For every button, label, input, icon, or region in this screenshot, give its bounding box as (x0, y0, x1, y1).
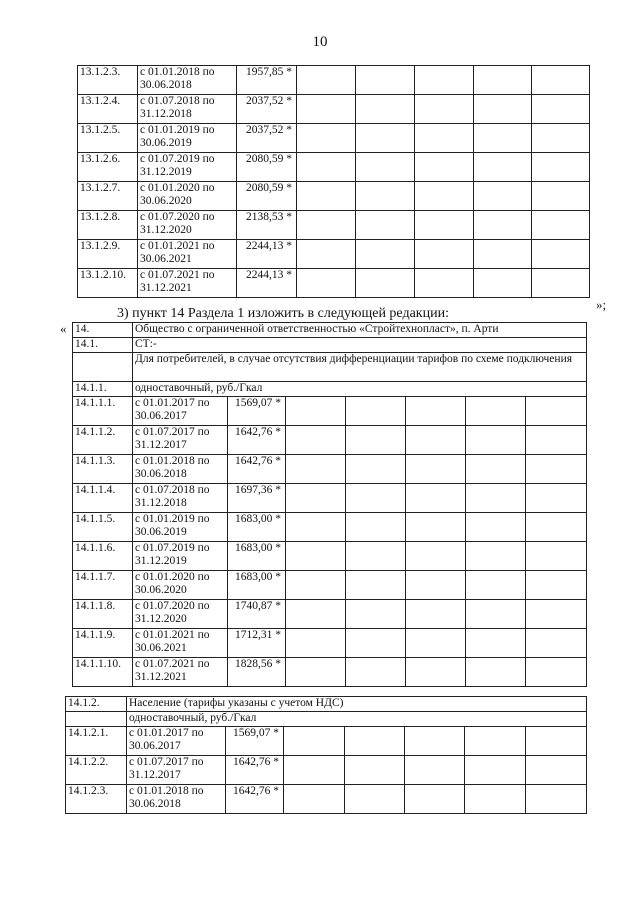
period-cell: с 01.07.2021 по 31.12.2021 (133, 658, 228, 687)
empty-cell (466, 426, 526, 455)
row-code: 14.1.2.1. (66, 727, 127, 756)
empty-cell (532, 153, 590, 182)
empty-cell (526, 513, 587, 542)
period-cell: с 01.07.2017 по 31.12.2017 (127, 756, 226, 785)
row-code: 14.1.2.3. (66, 785, 127, 814)
empty-cell (415, 211, 474, 240)
empty-cell (356, 95, 415, 124)
empty-cell (286, 397, 346, 426)
table-row (73, 397, 587, 426)
table-row (78, 182, 590, 211)
empty-cell (465, 785, 526, 814)
row-code: 14.1.2. (66, 697, 127, 712)
empty-cell (406, 658, 466, 687)
rate-type: одноставочный, руб./Гкал (133, 382, 587, 397)
empty-cell (526, 426, 587, 455)
row-code: 14.1.1.8. (73, 600, 133, 629)
period-cell: с 01.01.2019 по 30.06.2019 (133, 513, 228, 542)
value-cell: 2138,53 * (237, 211, 297, 240)
value-cell: 1683,00 * (228, 513, 286, 542)
period-cell: с 01.01.2020 по 30.06.2020 (138, 182, 237, 211)
row-code: 14.1. (73, 338, 133, 353)
empty-cell (346, 455, 406, 484)
empty-cell (474, 211, 532, 240)
empty-cell (406, 513, 466, 542)
amendment-heading: 3) пункт 14 Раздела 1 изложить в следующей редакции: (117, 306, 449, 321)
empty-cell (526, 785, 587, 814)
empty-cell (346, 426, 406, 455)
table-row (78, 269, 590, 298)
period-cell: с 01.07.2018 по 31.12.2018 (133, 484, 228, 513)
tariff-type: СТ:- (133, 338, 587, 353)
empty-cell (297, 211, 356, 240)
empty-cell (466, 571, 526, 600)
row-code: 14.1.1.10. (73, 658, 133, 687)
empty-cell (406, 629, 466, 658)
empty-cell (532, 269, 590, 298)
empty-cell (466, 513, 526, 542)
table-row (66, 712, 587, 727)
row-code: 13.1.2.6. (78, 153, 138, 182)
empty-cell (526, 756, 587, 785)
period-cell: с 01.07.2020 по 31.12.2020 (133, 600, 228, 629)
empty-cell (532, 211, 590, 240)
value-cell: 2037,52 * (237, 95, 297, 124)
empty-cell (356, 182, 415, 211)
period-cell: с 01.01.2017 по 30.06.2017 (127, 727, 226, 756)
empty-cell (526, 629, 587, 658)
empty-cell (466, 600, 526, 629)
tariff-table-population (65, 696, 587, 814)
empty-cell (405, 756, 465, 785)
empty-cell (297, 95, 356, 124)
empty-cell (466, 455, 526, 484)
row-code: 14.1.1.6. (73, 542, 133, 571)
table-row (73, 382, 587, 397)
empty-cell (532, 124, 590, 153)
empty-cell (406, 600, 466, 629)
empty-cell (526, 455, 587, 484)
period-cell: с 01.01.2018 по 30.06.2018 (127, 785, 226, 814)
value-cell: 1642,76 * (228, 455, 286, 484)
empty-cell (415, 269, 474, 298)
empty-cell (526, 658, 587, 687)
table-row (73, 353, 587, 382)
empty-cell (297, 182, 356, 211)
empty-cell (465, 727, 526, 756)
empty-cell (284, 756, 345, 785)
empty-cell (286, 484, 346, 513)
empty-cell (297, 124, 356, 153)
empty-cell (346, 484, 406, 513)
table-row (73, 658, 587, 687)
empty-cell (466, 397, 526, 426)
period-cell: с 01.01.2020 по 30.06.2020 (133, 571, 228, 600)
value-cell: 1642,76 * (226, 785, 284, 814)
empty-cell (286, 571, 346, 600)
value-cell: 2080,59 * (237, 182, 297, 211)
value-cell: 1642,76 * (226, 756, 284, 785)
period-cell: с 01.01.2021 по 30.06.2021 (133, 629, 228, 658)
value-cell: 2080,59 * (237, 153, 297, 182)
empty-cell (466, 629, 526, 658)
tariff-table-13 (77, 65, 590, 298)
empty-cell (356, 153, 415, 182)
empty-cell (526, 397, 587, 426)
empty-cell (474, 269, 532, 298)
empty-cell (297, 153, 356, 182)
empty-cell (474, 124, 532, 153)
table-row (78, 124, 590, 153)
row-code: 13.1.2.3. (78, 66, 138, 95)
empty-cell (406, 426, 466, 455)
table-row (73, 338, 587, 353)
value-cell: 1683,00 * (228, 542, 286, 571)
row-code: 13.1.2.7. (78, 182, 138, 211)
table-row (73, 629, 587, 658)
empty-cell (284, 727, 345, 756)
empty-cell (532, 95, 590, 124)
empty-cell (356, 124, 415, 153)
empty-cell (415, 182, 474, 211)
empty-cell (286, 513, 346, 542)
page-number: 10 (312, 34, 328, 50)
empty-cell (297, 66, 356, 95)
empty-cell (526, 484, 587, 513)
table-row (73, 455, 587, 484)
period-cell: с 01.01.2018 по 30.06.2018 (133, 455, 228, 484)
empty-cell (415, 66, 474, 95)
period-cell: с 01.01.2019 по 30.06.2019 (138, 124, 237, 153)
row-code: 14.1.1.7. (73, 571, 133, 600)
table-row (73, 323, 587, 338)
empty-cell (346, 397, 406, 426)
empty-cell (297, 240, 356, 269)
empty-cell (406, 571, 466, 600)
empty-cell (345, 756, 405, 785)
row-code: 14. (73, 323, 133, 338)
period-cell: с 01.01.2021 по 30.06.2021 (138, 240, 237, 269)
row-code: 14.1.1.4. (73, 484, 133, 513)
period-cell: с 01.07.2020 по 31.12.2020 (138, 211, 237, 240)
value-cell: 1712,31 * (228, 629, 286, 658)
closing-quote: »; (596, 297, 607, 312)
tariff-table-14 (72, 322, 587, 687)
empty-cell (356, 269, 415, 298)
period-cell: с 01.07.2019 по 31.12.2019 (138, 153, 237, 182)
empty-cell (415, 124, 474, 153)
empty-cell (346, 600, 406, 629)
table-row (66, 727, 587, 756)
row-code: 13.1.2.9. (78, 240, 138, 269)
table-row (73, 426, 587, 455)
empty-cell (466, 484, 526, 513)
table-row (78, 66, 590, 95)
empty-cell (286, 629, 346, 658)
value-cell: 1569,07 * (226, 727, 284, 756)
empty-cell (345, 785, 405, 814)
company-name: Общество с ограниченной ответственностью «Стройтехнопласт», п. Арти (133, 323, 587, 338)
empty-cell (415, 240, 474, 269)
opening-quote: « (60, 321, 67, 336)
period-cell: с 01.07.2017 по 31.12.2017 (133, 426, 228, 455)
empty-cell (474, 240, 532, 269)
value-cell: 1642,76 * (228, 426, 286, 455)
value-cell: 1957,85 * (237, 66, 297, 95)
table-row (73, 484, 587, 513)
empty-cell (297, 269, 356, 298)
period-cell: с 01.01.2018 по 30.06.2018 (138, 66, 237, 95)
empty-cell (532, 66, 590, 95)
empty-cell (474, 66, 532, 95)
table-row (73, 542, 587, 571)
table-row (66, 697, 587, 712)
consumer-category: Для потребителей, в случае отсутствия дифференциации тарифов по схеме подключения (133, 353, 587, 382)
table-row (73, 513, 587, 542)
table-row (78, 240, 590, 269)
empty-cell (465, 756, 526, 785)
value-cell: 2244,13 * (237, 240, 297, 269)
period-cell: с 01.01.2017 по 30.06.2017 (133, 397, 228, 426)
empty-cell (474, 95, 532, 124)
empty-cell (532, 182, 590, 211)
period-cell: с 01.07.2018 по 31.12.2018 (138, 95, 237, 124)
empty-cell (346, 658, 406, 687)
empty-cell (526, 727, 587, 756)
empty-cell (406, 542, 466, 571)
table-row (73, 600, 587, 629)
empty-cell (526, 542, 587, 571)
empty-cell (406, 397, 466, 426)
row-code: 14.1.1.9. (73, 629, 133, 658)
empty-cell (415, 153, 474, 182)
empty-cell (345, 727, 405, 756)
value-cell: 2244,13 * (237, 269, 297, 298)
empty-cell (286, 455, 346, 484)
empty-cell (286, 542, 346, 571)
empty-cell (356, 211, 415, 240)
table-row (78, 95, 590, 124)
empty-cell (474, 153, 532, 182)
table-row (73, 571, 587, 600)
value-cell: 1569,07 * (228, 397, 286, 426)
row-code: 13.1.2.4. (78, 95, 138, 124)
row-code: 14.1.2.2. (66, 756, 127, 785)
table-row (78, 153, 590, 182)
value-cell: 1740,87 * (228, 600, 286, 629)
empty-cell (284, 785, 345, 814)
row-code: 13.1.2.5. (78, 124, 138, 153)
empty-cell (406, 484, 466, 513)
empty-cell (346, 513, 406, 542)
table-row (78, 211, 590, 240)
row-code: 13.1.2.10. (78, 269, 138, 298)
empty-cell (526, 571, 587, 600)
row-code: 14.1.1. (73, 382, 133, 397)
empty-cell (356, 66, 415, 95)
value-cell: 2037,52 * (237, 124, 297, 153)
empty-cell (466, 542, 526, 571)
empty-cell (286, 600, 346, 629)
table-row (66, 756, 587, 785)
empty-cell (346, 571, 406, 600)
empty-cell (474, 182, 532, 211)
table-row (66, 785, 587, 814)
value-cell: 1697,36 * (228, 484, 286, 513)
empty-cell (346, 542, 406, 571)
empty-cell (526, 600, 587, 629)
empty-cell (415, 95, 474, 124)
empty-cell (466, 658, 526, 687)
empty-cell (286, 426, 346, 455)
empty-cell (532, 240, 590, 269)
population-category: Население (тарифы указаны с учетом НДС) (127, 697, 587, 712)
value-cell: 1683,00 * (228, 571, 286, 600)
row-code: 14.1.1.2. (73, 426, 133, 455)
empty-cell (286, 658, 346, 687)
rate-type: одноставочный, руб./Гкал (127, 712, 587, 727)
row-code: 14.1.1.5. (73, 513, 133, 542)
empty-cell (346, 629, 406, 658)
row-code: 14.1.1.3. (73, 455, 133, 484)
empty-cell (405, 785, 465, 814)
value-cell: 1828,56 * (228, 658, 286, 687)
empty-cell (405, 727, 465, 756)
empty-cell (356, 240, 415, 269)
row-code: 14.1.1.1. (73, 397, 133, 426)
period-cell: с 01.07.2021 по 31.12.2021 (138, 269, 237, 298)
period-cell: с 01.07.2019 по 31.12.2019 (133, 542, 228, 571)
row-code: 13.1.2.8. (78, 211, 138, 240)
empty-cell (406, 455, 466, 484)
